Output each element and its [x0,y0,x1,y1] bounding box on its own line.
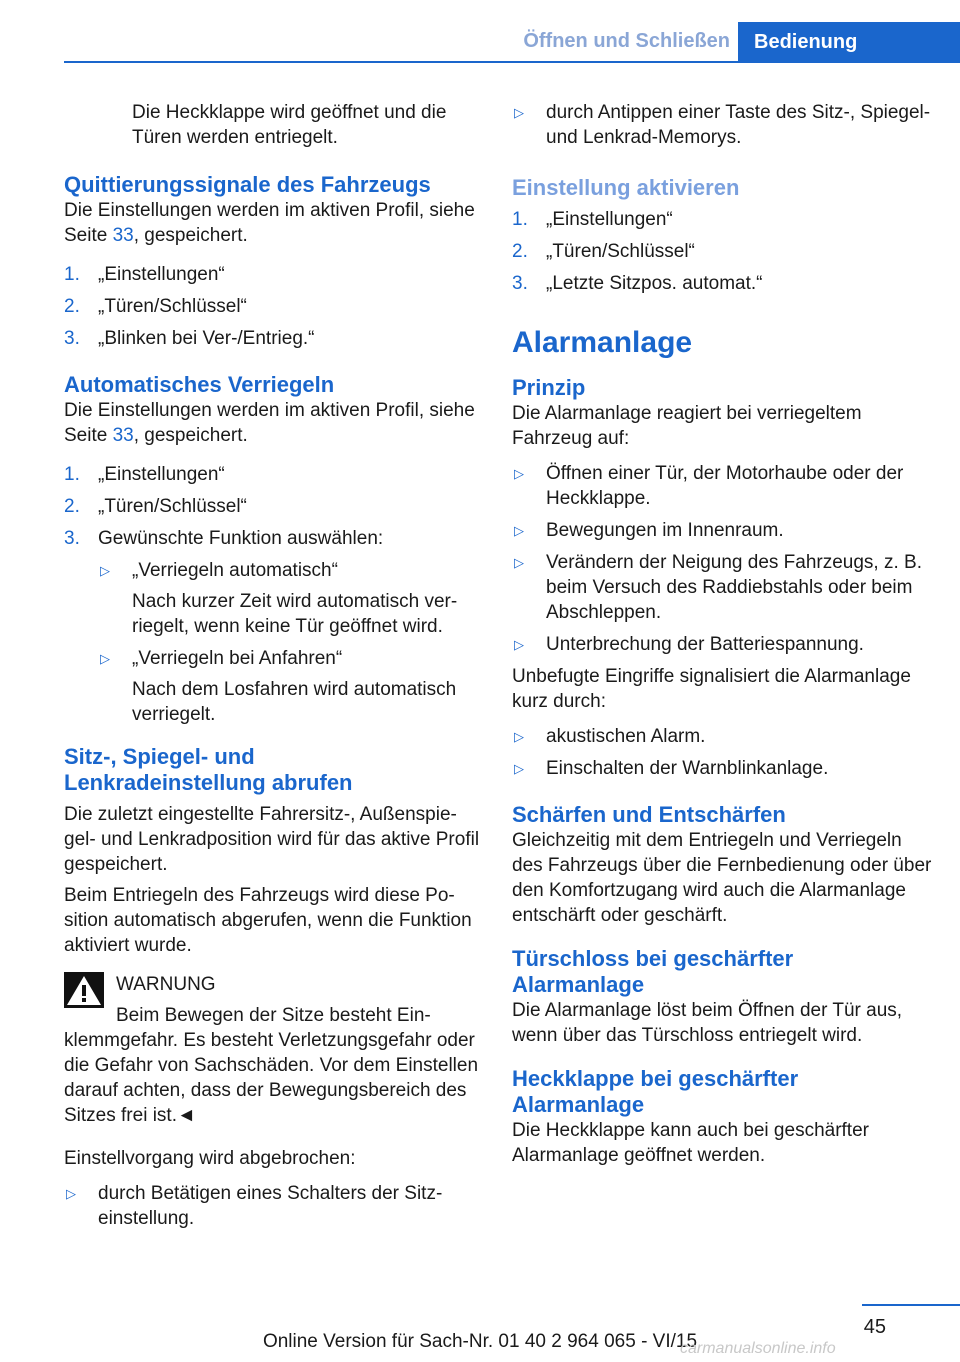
alarm-signals-list [512,724,932,781]
left-column [64,100,480,1238]
alarm-reacts-list [512,461,932,657]
heading-sitz-spiegel-lenkrad: Sitz-, Spiegel- und Lenkradeinstellung abrufen [64,744,353,795]
list-item: 1. „Einstellungen“ [512,209,673,230]
triangle-bullet-icon: ▷ [514,555,524,570]
list-item: ▷ „Verriegeln automatisch“ Nach kurzer Zeit wird automatisch verriegelt, wenn keine Tür geöffnet wird. [100,560,458,637]
heading-quittierungssignale: Quittierungssignale des Fahrzeugs [64,172,431,197]
list-item: ▷ Bewegungen im Innenraum. [514,520,784,541]
triangle-bullet-icon: ▷ [514,761,524,776]
triangle-bullet-icon: ▷ [514,105,524,120]
arm-text: Gleichzeitig mit dem Entriegeln und Verriegeln des Fahrzeugs über die Fernbedienung oder über den Komfortzugang wird auch die Alarmanlage entschärft oder geschärft. [512,830,932,926]
list-item: ▷ „Verriegeln bei Anfahren“ Nach dem Losfahren wird automatisch verriegelt. [100,648,457,725]
warning-triangle-icon [64,972,104,1008]
trunk-text: Die Heckklappe kann auch bei geschärfter Alarmanlage geöffnet werden. [512,1120,869,1166]
triangle-bullet-icon: ▷ [514,729,524,744]
abort-list-continued [512,100,932,150]
warning-label: WARNUNG [116,974,216,995]
auto-description: Die Einstellungen werden im aktiven Profil, siehe Seite 33, gespeichert. [64,400,475,446]
intro-text: Die Heckklappe wird geöffnet und die Türen werden entriegelt. [132,102,447,148]
list-item: ▷ Verändern der Neigung des Fahrzeugs, z. B. beim Versuch des Raddiebstahls oder beim Abschleppen. [514,552,923,623]
heading-einstellung-aktivieren: Einstellung aktivieren [512,175,740,200]
abort-intro: Einstellvorgang wird abgebrochen: [64,1148,356,1169]
triangle-bullet-icon: ▷ [66,1186,76,1201]
heading-alarmanlage: Alarmanlage [512,326,693,359]
list-item: ▷ Unterbrechung der Batteriespannung. [514,634,864,655]
auto-options [98,558,480,727]
page-link-33[interactable]: 33 [112,225,134,246]
header-section-title: Öffnen und Schließen [523,30,730,52]
watermark-text: carmanualsonline.info [680,1340,836,1357]
warning-box [64,972,480,1128]
triangle-bullet-icon: ▷ [514,637,524,652]
footer-version-text: Online Version für Sach-Nr. 01 40 2 964 065 - VI/15 [262,1331,698,1352]
footer-rule [862,1304,960,1306]
list-item: 3. „Blinken bei Ver-/Entrieg.“ [64,328,315,349]
header-rule [64,61,960,63]
triangle-bullet-icon: ▷ [514,523,524,538]
page-header [0,0,960,62]
list-item: ▷ akustischen Alarm. [514,726,706,747]
header-chapter-tab: Bedienung [738,22,960,62]
signal-text: Unbefugte Eingriffe signalisiert die Alarmanlage kurz durch: [512,666,911,712]
heading-prinzip: Prinzip [512,375,586,400]
list-item: ▷ durch Antippen einer Taste des Sitz-, Spiegel- und Lenkrad-Memorys. [514,102,931,148]
heading-automatisches-verriegeln: Automatisches Verriegeln [64,372,335,397]
door-text: Die Alarmanlage löst beim Öffnen der Tür aus, wenn über das Türschloss entriegelt wird. [512,1000,903,1046]
page-link-33[interactable]: 33 [112,425,134,446]
list-item: 1. „Einstellungen“ [64,264,225,285]
heading-heckklappe: Heckklappe bei geschärfter Alarmanlage [512,1066,799,1117]
triangle-bullet-icon: ▷ [514,466,524,481]
list-item: 2. „Türen/Schlüssel“ [512,241,695,262]
heading-schaerfen-entschaerfen: Schärfen und Entschärfen [512,802,786,827]
quitt-description: Die Einstellungen werden im aktiven Profil, siehe Seite 33, gespeichert. [64,200,475,246]
page-number: 45 [863,1316,886,1338]
quitt-steps [64,262,480,351]
sitz-paragraph-2: Beim Entriegeln des Fahrzeugs wird diese Position automatisch abgerufen, wenn die Funktion aktiviert wurde. [64,885,472,956]
list-item: ▷ Öffnen einer Tür, der Motorhaube oder der Heckklappe. [514,463,904,509]
heading-tuerschloss: Türschloss bei geschärfter Alarmanlage [512,946,794,997]
activate-steps [512,207,932,296]
list-item: ▷ Einschalten der Warnblinkanlage. [514,758,829,779]
warning-text: Beim Bewegen der Sitze besteht Einklemmgefahr. Es besteht Verletzungsgefahr oder die Gefahr von Sachschäden. Vor dem Einstellen darauf achten, dass der Bewegungsbereich des Sitzes frei ist.◄ [64,1005,479,1126]
triangle-bullet-icon: ▷ [100,563,110,578]
list-item: 1. „Einstellungen“ [64,464,225,485]
list-item: 3. Gewünschte Funktion auswählen: [64,528,384,549]
prinzip-text: Die Alarmanlage reagiert bei verriegeltem Fahrzeug auf: [512,403,862,449]
list-item: 2. „Türen/Schlüssel“ [64,496,247,517]
triangle-bullet-icon: ▷ [100,651,110,666]
right-column [512,100,932,1168]
abort-list [64,1181,480,1231]
auto-steps [64,462,480,551]
list-item: ▷ durch Betätigen eines Schalters der Sitzeinstellung. [66,1183,443,1229]
list-item: 2. „Türen/Schlüssel“ [64,296,247,317]
list-item: 3. „Letzte Sitzpos. automat.“ [512,273,763,294]
sitz-paragraph-1: Die zuletzt eingestellte Fahrersitz-, Außenspiegel- und Lenkradposition wird für das aktive Profil gespeichert. [64,804,480,875]
